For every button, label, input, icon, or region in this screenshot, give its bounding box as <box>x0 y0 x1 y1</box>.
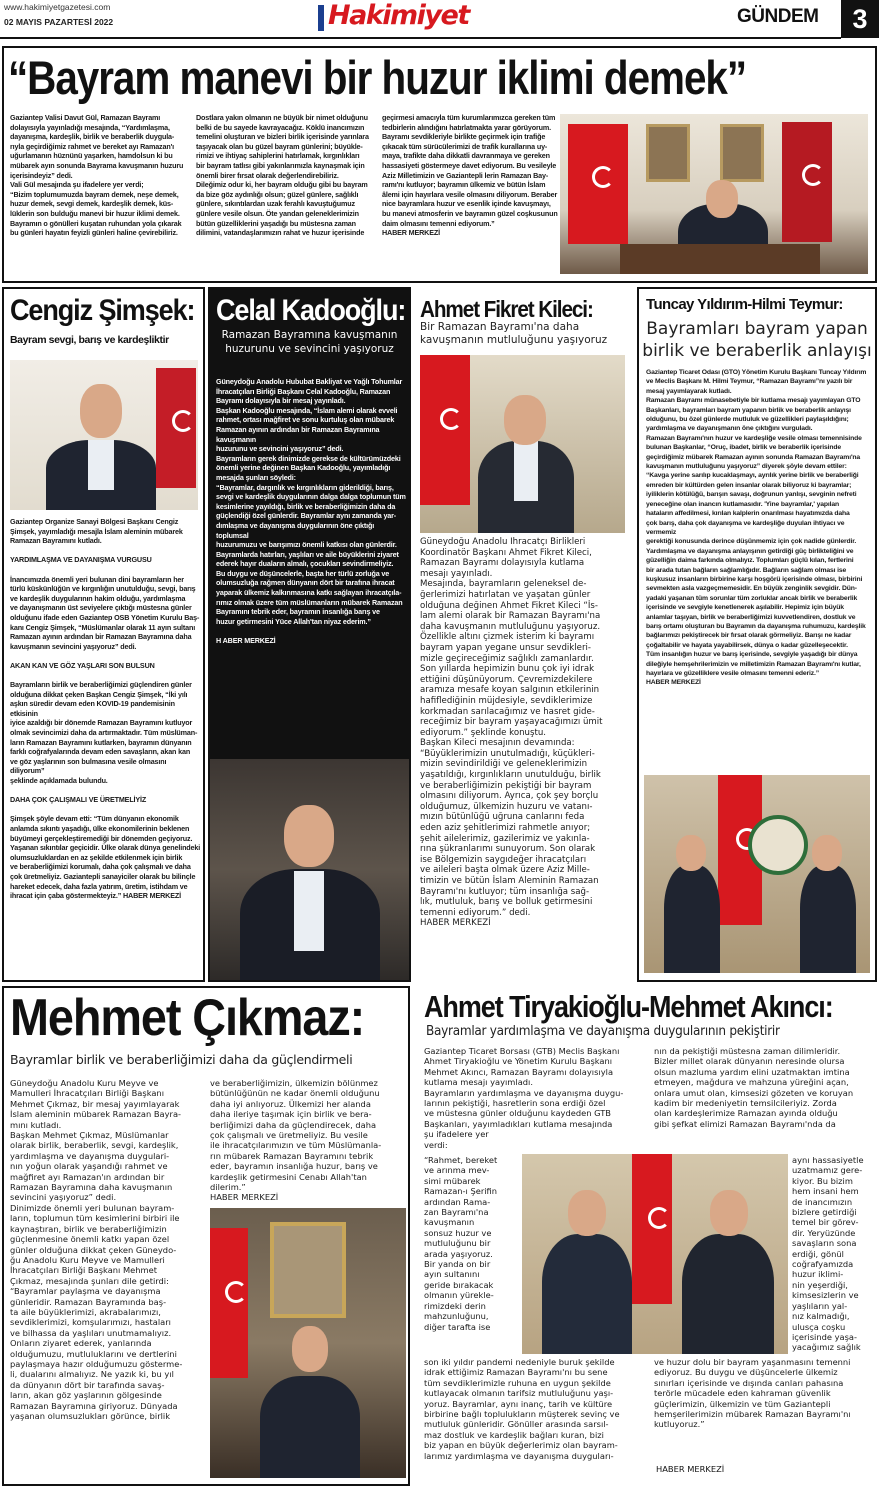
gto-text: Gaziantep Ticaret Odası (GTO) Yönetim Kurulu Başkanı Tuncay Yıldırım ve Meclis Başkanı M. Hilmi Teymur, “Ramazan Bayramı”nı yazılı bir mesaj yayımlayarak kutladı. Ramazan Bayramı münasebetiyle bir kutlama mesajı yayımlayan GTO Başkanları, bayramları bayram yapanın birlik ve beraberlik anlayışı olduğunu, bu özel günlerde mutluluk ve güzellikleri paylaşıldığını; yardımlaşma ve dayanışmanın öne çıktığını vurguladı. Ramazan Bayramı'nın huzur ve kardeşliğe vesile olması temennisinde bulunan Başkanlar, “Oruç, ibadet, birlik ve beraberlik içerisinde geçirdiğimiz mübarek Ramazan ayının sonunda Ramazan Bayramı'na kavuşmanın mutluluğunu yaşıyoruz” diyerek şöyle devam ettiler: “Kavga yerine sarılıp kucaklaşmayı, ayrılık yerine birlik ve beraberliği emreden bir kültürden gelen insanlar olarak biliyoruz ki bayramlar; iyiliklerin kötülüğü, barışın savaşı, doğrunun yanlışı, sevginin nefreti yeneceğine olan inancın kutlamasıdır. 'Yine bayramlar,' yapılan hataların affedilmesi, kırılan kalplerin onarılması hayatımızda daha çok barış, daha çok dayanışma ve kardeşliğe duyulan ihtiyacı ve vermemiz gerektiği konusunda derince düşünmemiz için çok nadide günlerdir. Yardımlaşma ve dayanışma anlayışının getirdiği güç birlikteliğini ve güzelliğin daima farkında olmalıyız. Toplumları güçlü kılan, fertlerini bir arada tutan bağların sağlamlığıdır. Bağların sağlam olması ise kuşkusuz insanların birbirine karşı hoşgörü içerisinde olması, birbirini sevmekten asla vazgeçmemesidir. En büyük zenginlik sevgidir. Dün- yadaki yaşanan tüm sorunlar tüm zorluklar ancak birlik ve beraberlik içerisinde ve sevgiyle kenetlenerek aşılabilir. Hepimiz için büyük anlamlar taşıyan, birlik ve beraberliğimizi kuvvetlendiren, dostluk ve barış ortamı oluşturan bu Bayramın da dayanışma ruhumuzu, kardeşlik bağlarımızı pekiştirecek bir fırsat olarak görmeliyiz. Barışı ne kadar çoğaltabilir ve hayata yayabilirsek, dünya o kadar güzelleşecektir. Tüm insanlığın huzur ve barış içerisinde, sevgiyle yaşadığı bir dünya dileğiyle hemşehrilerimizin ve milletimizin Ramazan Bayramı'nı kutlar, hayırlara ve güzelliklere vesile olmasını temenni ederiz.” HABER MERKEZİ <box>646 369 867 687</box>
cikmaz-col-1: Güneydoğu Anadolu Kuru Meyve ve Mamulleri İhracatçıları Birliği Başkanı Mehmet Çıkmaz, bir mesaj yayımlayarak İslam aleminin mübarek Ramazan Bayra- mını kutladı. Başkan Mehmet Çıkmaz, Müslümanlar olarak birlik, beraberlik, sevgi, kardeşlik, yardımlaşma ve dayanışma duygulari- nın yoğun olarak yaşandığı rahmet ve mağfiret ayı Ramazan'ın ardından bir Ramazan Bayramına daha kavuşmanın sevincini yaşıyoruz” dedi. Dinimizde önemli yeri bulunan bayram- ların, toplumun tüm kesimlerini birbiri ile kaynaştıran, birlik ve beraberliğimizin güçlenmesine önemli katkı yapan özel günler olduğuna dikkat çeken Güneydo- ğu Anadolu Kuru Meyve ve Mamulleri İhracatçıları Birliği Başkanı Mehmet Çıkmaz, mesajında şunları dile getirdi: “Bayramlar paylaşma ve dayanışma günleridir. Ramazan Bayramında baş- ta aile büyüklerimizi, akrabalarımızı, sevdiklerimizi, komşularımızı, hastaları ve bilhassa da yaşlıları unutmamalıyız. Onların ziyaret ederek, yanlarında olduğumuzu, mutluluklarını ve dertlerini paylaşmaya hazır olduğumuzu gösterme- li, dualarını almalıyız. Ne yazık ki, bu yıl da dünyanın dört bir tarafında savaş- ların, akan göz yaşlarının gölgesinde Ramazan Bayramına giriyoruz. Dünyada yaşanan olumsuzlukları görünce, birlik <box>10 1078 183 1421</box>
simsek-subtitle: Bayram sevgi, barış ve kardeşliktir <box>10 334 169 346</box>
kileci-name: Ahmet Fikret Kileci: <box>420 296 593 322</box>
gto-photo <box>644 775 870 973</box>
section-label: GÜNDEM <box>737 6 819 27</box>
issue-date: 02 MAYIS PAZARTESİ 2022 <box>4 17 114 27</box>
logo-bar <box>318 5 324 31</box>
cikmaz-subtitle: Bayramlar birlik ve beraberliğimizi daha da güçlendirmeli <box>10 1052 353 1067</box>
header-rule <box>0 37 841 39</box>
kadooglu-text: Güneydoğu Anadolu Hububat Bakliyat ve Yağlı Tohumlar İhracatçıları Birliği Başkanı Celal Kadooğlu, Ramazan Bayramı dolayısıyla bir mesaj yayınladı. Başkan Kadooğlu mesajında, “İslam alemi olarak evveli rahmet, ortası mağfiret ve sonu kurtuluş olan mübarek Ramazan ayının ardından bir Ramazan Bayramına kavuşmanın huzurunu ve sevincini yaşıyoruz” dedi. Bayramların gerek dinimizde gerekse de kültürümüzdeki önemli yerine değinen Başkan Kadooğlu, yayımladığı mesajda şunları söyledi: “Bayramlar, dargınlık ve kırgınlıkların giderildiği, barış, sevgi ve kardeşlik duygularının dalga dalga toplumun tüm kesimlerine yayıldığı, birlik ve beraberliğimizin daha da güçlendiği özel günlerdir. Bayramlar aynı zamanda yar- dımlaşma ve dayanışma duygularının öne çıktığı toplumsal huzurumuzu ve barışımızı önemli katkısı olan günlerdir. Bayramlarda hatırları, yaşlıları ve aile büyüklerini ziyaret ederek hayır duaların almalı, çocukları sevindirmeliyiz. Bu duygu ve düşüncelerle, başta her türlü zorluğa ve olumsuzluğa rağmen dünyanın dört bir tarafına ihracat yaparak ülkemiz kalkınmasına katkı sağlayan ihracatçıla- rımız olmak üzere tüm müslümanların mübarek Ramazan Bayramını tebrik eder, bayramın insanlığa barış ve huzur getirmesini Yüce Allah'tan niyaz ederim.” H ABER MERKEZİ <box>216 377 406 646</box>
gtb-col-2-top: nın da pekiştiği müstesna zaman dilimleridir. Bizler millet olarak dünyanın neresinde olursa olsun mazluma yardım elini uzatmaktan imtina etmeyen, mağdura ve mahzuna yüreğini açan, onlara umut olan, kimsesizi gözeten ve koruyan kadim bir medeniyetin temsilcileriyiz. Zorda olan kardeşlerimize Ramazan ayında olduğu gibi şefkat elimizi Ramazan Bayramı'nda da <box>654 1046 854 1129</box>
gtb-subtitle: Bayramlar yardımlaşma ve dayanışma duygularının pekiştirir <box>426 1024 780 1039</box>
gtb-col-1-top: Gaziantep Ticaret Borsası (GTB) Meclis Başkanı Ahmet Tiryakioğlu ve Yönetim Kurulu Başkanı Mehmet Akıncı, Ramazan Bayramı dolayısıyla kutlama mesajı yayımladı. Bayramların yardımlaşma ve dayanışma duygu- larının pekiştiği, hasretlerin sona erdiği özel ve müstesna günler olduğunu kaydeden GTB Başkanları, yayımladıkları kutlama mesajında şu ifadelere yer verdi: <box>424 1046 624 1150</box>
governor-photo <box>560 114 868 274</box>
gtb-col-1-bot: son iki yıldır pandemi nedeniyle buruk şekilde idrak ettiğimiz Ramazan Bayramı'nı bu sene tüm sevdiklerimizle ruhuna en uygun şekilde kutlayacak olmanın tarifsiz mutluluğunu yaşı- yoruz. Bayramlar, aynı inanç, tarih ve kültüre birbirine bağlı toplulukların müşterek sevinç ve mutluluk günleridir. Gönüller arasında sarsıl- maz dostluk ve kardeşlik bağları kuran, bizi biz yapan en büyük değerlerimiz olan bayram- larımız yardımlaşma ve dayanışma duyguları- <box>424 1357 620 1461</box>
cikmaz-photo <box>210 1208 406 1478</box>
kadooglu-name: Celal Kadooğlu: <box>216 294 406 327</box>
kileci-photo <box>420 355 625 533</box>
kileci-text: Güneydoğu Anadolu İhracatçı Birlikleri Koordinatör Başkanı Ahmet Fikret Kileci, Ramazan Bayramı dolayısıyla kutlama mesajı yayınladı. Mesajında, bayramların geleneksel de- ğerlerimizi hatırlatan ve yaşatan günler olduğuna değinen Ahmet Fikret Kileci “İs- lam alemi olarak bir Ramazan Bayramı'na daha kavuşmanın mutluluğunu yaşıyoruz. Özellikle altını çizmek isterim ki bayramı bayram yapan yegane unsur sevdikleri- mizle geçireceğimiz sağlıklı zamanlardır. Son yıllarda hepimizin bunu çok iyi idrak ettiğini düşünüyorum. Çevremizdekilere aramıza mesafe koyan salgının etkilerinin hafiflediğinin müjdesiyle, sevdiklerimize korkmadan sarılacağımız ve hasret gide- receğimiz bir bayram yaşayacağımızı ümit ediyorum.” şeklinde konuştu. Başkan Kileci mesajının devamında: “Büyüklerimizin unutulmadığı, küçükleri- mizin sevindirildiği ve geleneklerimizin yaşatıldığı, kırgınlıkların unutulduğu, birlik ve beraberliğimizin pekiştiği bir bayram olmasını diliyorum. Ayrıca, çok şey borçlu olduğumuz, ülkemizin huzuru ve vatanı- mızın bütünlüğü uğruna canlarını feda eden aziz şehitlerimizi rahmetle anıyor; şehit ailelerimiz, gazilerimiz ve yakınla- rına şükranlarımı sunuyorum. Son olarak ise Bölgemizin saygıdeğer ihracatçıları ve aileleri başta olmak üzere Aziz Mille- timizin ve bütün İslam Aleminin Ramazan Bayramı'nı kutluyor; tüm insanlığa sağ- lık, mutluluk, barış ve bolluk getirmesini temenni ediyorum.” dedi. HABER MERKEZİ <box>420 537 603 929</box>
gtb-col-2-mid: aynı hassasiyetle uzatmamız gere- kiyor. Bu bizim hem insani hem de inancımızın bizlere getirdiği temel bir görev- dir. Yeryüzünde savaşların sona erdiği, gönül coğrafyamızda huzur iklimi- nin yeşerdiği, kimsesizlerin ve yaşlıların yal- nız kalmadığı, ulusça coşku içerisinde yaşa- yacağımız sağlık <box>792 1155 864 1353</box>
newspaper-logo: Hakimiyet <box>328 0 469 31</box>
cikmaz-col-2: ve beraberliğimizin, ülkemizin bölünmez bütünlüğünün ne kadar önemli olduğunu daha iyi anlıyoruz. Ülkemizi her alanda daha ileriye taşımak için birlik ve bera- berliğimizi daha da güçlendirecek, daha çok çalışmalı ve üretmeliyiz. Bu vesile ile ihracatçılarımızın ve tüm Müslümanla- rın mübarek Ramazan Bayramını tebrik eder, bayramın insanlığa huzur, barış ve kardeşlik getirmesini Cenabı Allah'tan dilerim.” HABER MERKEZİ <box>210 1078 382 1203</box>
gtb-photo <box>522 1154 788 1354</box>
gtb-col-2-bot: ve huzur dolu bir bayram yaşanmasını temenni ediyoruz. Bu duygu ve düşüncelerle ülkemiz sınırları içerisinde ve dışında canları pahasına terörle mücadele eden kahraman güvenlik güçlerimizin, ülkemizin ve tüm Gaziantepli hemşerilerimizin mübarek Ramazan Bayramı'nı kutluyoruz.” <box>654 1357 851 1430</box>
kadooglu-subtitle: Ramazan Bayramına kavuşmanın huzurunu ve sevincini yaşıyoruz <box>221 329 398 355</box>
gto-name: Tuncay Yıldırım-Hilmi Teymur: <box>646 296 843 313</box>
masthead <box>0 0 879 42</box>
page-number: 3 <box>841 0 879 38</box>
cikmaz-name: Mehmet Çıkmaz: <box>10 989 365 1047</box>
top-headline: “Bayram manevi bir huzur iklimi demek” <box>8 51 747 104</box>
simsek-text: Gaziantep Organize Sanayi Bölgesi Başkanı Cengiz Şimşek, yayımladığı mesajla İslam aleminin mübarek Ramazan Bayramını kutladı. YARDIMLAŞMA VE DAYANIŞMA VURGUSU İnancımızda önemli yeri bulunan dini bayramların her türlü küskünlüğün ve kırgınlığın unutulduğu, sevgi, barış ve kardeşlik duygularının hakim olduğu, yardımlaşma ve dayanışmanın üst seviyelere çıktığı müstesna günler olduğunu ifade eden Gaziantep OSB Yönetim Kurulu Baş- kanı Cengiz Şimşek, “Müslümanlar olarak 11 ayın sultanı Ramazan ayının ardından bir Ramazan Bayramına daha kavuşmanın sevincini yaşıyoruz” dedi. AKAN KAN VE GÖZ YAŞLARI SON BULSUN Bayramların birlik ve beraberliğimizi güçlendiren günler olduğuna dikkat çeken Başkan Cengiz Şimşek, “İki yılı aşkın süredir devam eden KOVID-19 pandemisinin etkisinin iyice azaldığı bir dönemde Ramazan Bayramını kutluyor olmak sevincimizi daha da artırmaktadır. Tüm müslüman- ların Ramazan Bayramını kutlarken, bayramın dünyanın farklı coğrafyalarında devam eden savaşların, akan kan ve göz yaşlarının son bulmasına vesile olmasını diliyorum” şeklinde açıklamada bulundu. DAHA ÇOK ÇALIŞMALI VE ÜRETMELİYİZ Şimşek şöyle devam etti: “Tüm dünyanın ekonomik anlamda sıkıntı yaşadığı, ülke ekonomilerinin beklenen büyümeyi gerçekleştiremediği bir dönemden geçiyoruz. Yaşanan sıkıntılar geçicidir. Ülke olarak dünya genelindeki olumsuzluklardan en az şekilde etkilenmek için birlik ve beraberliğimizi korumalı, daha çok çalışmalı ve daha çok üretmeliyiz. Gaziantepli sanayiciler olarak bu bilinçle hareket edecek, daha fazla yatırım, üretim, istihdam ve ihracat için çaba göstermekteyiz.” HABER MERKEZİ <box>10 517 201 901</box>
kadooglu-photo <box>210 759 409 980</box>
gtb-byline: HABER MERKEZİ <box>656 1464 725 1474</box>
gtb-col-1-mid: “Rahmet, bereket ve arınma mev- simi mübarek Ramazan-ı Şerifin ardından Rama- zan Bayramı'na kavuşmanın sonsuz huzur ve mutluluğunu bir arada yaşıyoruz. Bir yanda on bir ayın sultanını geride bırakacak olmanın yürekle- rimizdeki derin mahzunluğunu, diğer tarafta ise <box>424 1155 498 1332</box>
top-col-1: Gaziantep Valisi Davut Gül, Ramazan Bayramı dolayısıyla yayınladığı mesajında, “Yardımlaşma, dayanışma, kardeşlik, birlik ve beraberlik duygula- rıyla geçirdiğimiz rahmet ve bereket ayı Ramazan'ı uğurlamanın hüznünü yaşarken, hamdolsun ki bu mübarek ayın sonunda Bayrama kavuşmanın huzuru içerisindeyiz” dedi. Vali Gül mesajında şu ifadelere yer verdi; “Bizim toplumumuzda bayram demek, neşe demek, huzur demek, sevgi demek, kardeşlik demek, küs- lüklerin son bulduğu manevi bir huzur iklimi demek. Bayramın o gönülleri kuşatan ruhundan yola çıkarak bu günleri hayatın feyizli günleri haline çevirebiliriz. <box>10 113 184 238</box>
top-col-3: geçirmesi amacıyla tüm kurumlarımızca gereken tüm tedbirlerin alındığını hatırlatmakta yarar görüyorum. Bayramı sevdikleriyle birlikte geçirmek için trafiğe çıkacak tüm sürücülerimizi de trafik kurallarına uy- maya, trafikte daha dikkatli davranmaya ve gereken hassasiyeti göstermeye davet ediyorum. Bu vesileyle Aziz Milletimizin ve Gaziantepli lerin Ramazan Bay- ramı'nı kutluyor; bayramın ülkemiz ve bütün İslam âlemi için hayırlara vesile olmasını diliyorum. Beraber nice bayramlara huzur ve esenlik içinde kavuşmayı, bu manevi atmosferin ve bayramın güzel coşkusunun daim olmasını temenni ediyorum.” HABER MERKEZİ <box>382 113 558 238</box>
kileci-subtitle: Bir Ramazan Bayramı'na daha kavuşmanın mutluluğunu yaşıyoruz <box>420 321 608 346</box>
simsek-photo <box>10 360 198 510</box>
gto-subtitle: Bayramları bayram yapan birlik ve beraberlik anlayışı <box>642 319 872 361</box>
top-col-2: Dostlara yakın olmanın ne büyük bir nimet olduğunu belki de bu sayede kavrayacağız. Köklü inancımızın temelini oluşturan ve bizleri birlik içerisinde yarınlara taşıyacak olan bu güzel bayram günlerini; büyükle- rimizi ve ihtiyaç sahiplerini hatırlamak, kırgınlıkları bir bayram tatlısı gibi yakınlarımızla kaynaşmak için önemli birer fırsat olarak değerlendirebiliriz. Dileğimiz odur ki, her bayram olduğu gibi bu bayram da bize göz aydınlığı olsun; güzel günlere, sağlıklı günlere, sıkıntılardan uzak ferahlı kavuştuğumuz günlere vesile olsun. Öte yandan geleneklerimizin bütün güzelliklerini yaşadığı bu müstesna zaman dilimini, vatandaşlarımızın rahat ve huzur içerisinde <box>196 113 369 238</box>
simsek-name: Cengiz Şimşek: <box>10 294 195 327</box>
website[interactable]: www.hakimiyetgazetesi.com <box>4 2 111 12</box>
gtb-name: Ahmet Tiryakioğlu-Mehmet Akıncı: <box>424 989 833 1024</box>
